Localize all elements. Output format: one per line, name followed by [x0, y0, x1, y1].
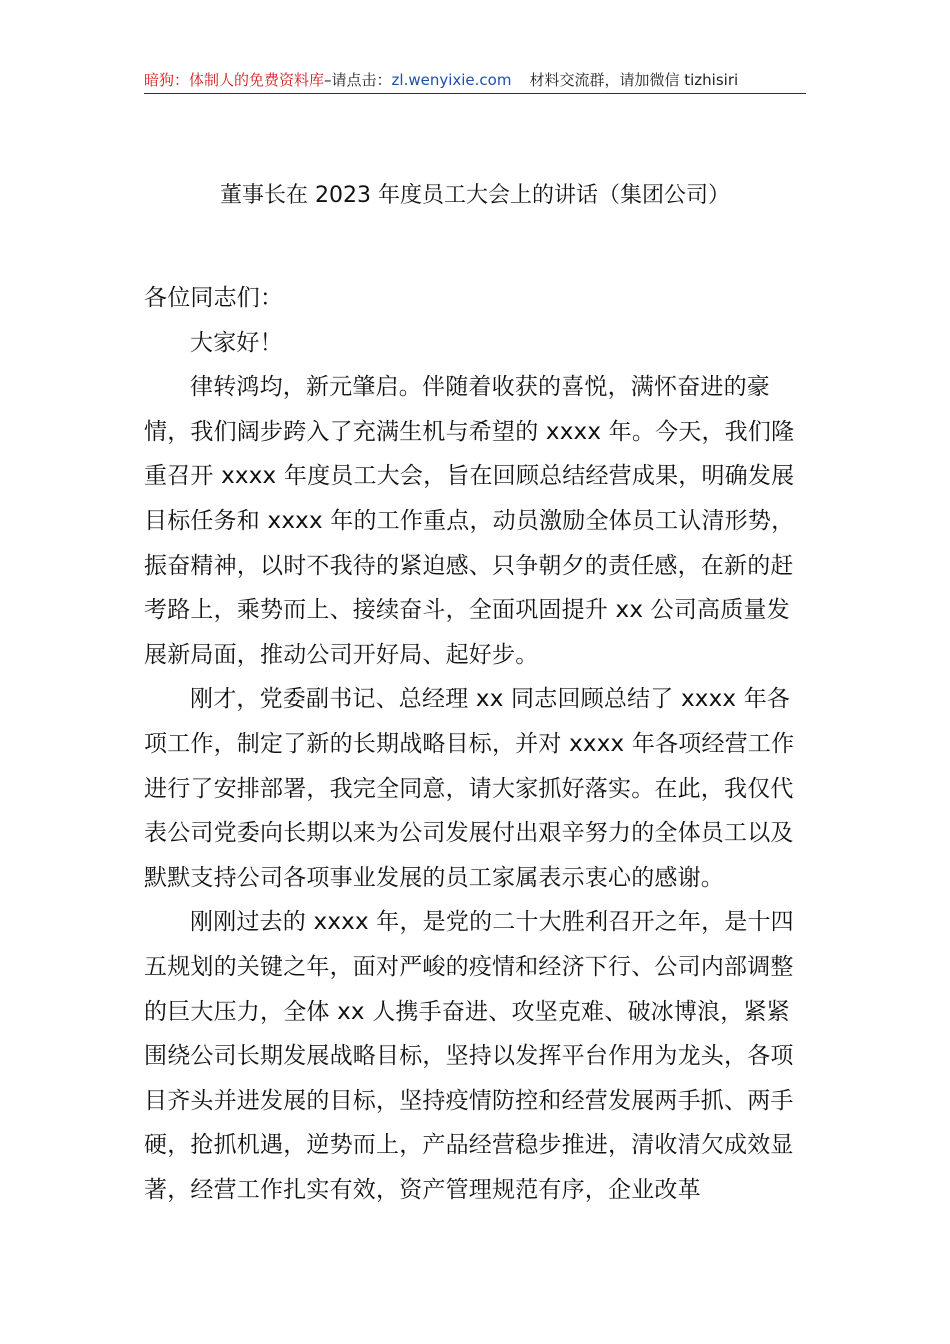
document-title: 董事长在 2023 年度员工大会上的讲话（集团公司）	[220, 183, 730, 208]
header-divider	[144, 93, 806, 94]
page-header	[144, 70, 806, 90]
header-brand: 暗狗：体制人的免费资料库	[144, 71, 325, 89]
greeting: 大家好！	[190, 329, 283, 356]
salutation: 各位同志们：	[144, 285, 284, 311]
document-body	[144, 276, 812, 1212]
header-prompt: –请点击：	[324, 71, 392, 89]
paragraph: 刚才，党委副书记、总经理 xx 同志回顾总结了 xxxx 年各项工作，制定了新的长期战略目标，并对 xxxx 年各项经营工作进行了安排部署，我完全同意，请大家抓好落实。在此，我仅代表公司党委向长期以来为公司发展付出艰辛努力的全体员工以及默默支持公司各项事业发展的员工家属表示衷心的感谢。	[144, 686, 795, 891]
header-url-link[interactable]: zl.wenyixie.com	[391, 71, 512, 89]
paragraph: 刚刚过去的 xxxx 年，是党的二十大胜利召开之年，是十四五规划的关键之年，面对严峻的疫情和经济下行、公司内部调整的巨大压力，全体 xx 人携手奋进、攻坚克难、破冰博浪，紧紧围绕公司长期发展战略目标，坚持以发挥平台作用为龙头，各项目齐头并进发展的目标，坚持疫情防控和经营发展两手抓、两手硬，抢抓机遇，逆势而上，产品经营稳步推进，清收清欠成效显著，经营工作扎实有效，资产管理规范有序，企业改革	[144, 909, 794, 1203]
header-contact: 材料交流群，请加微信 tizhisiri	[529, 71, 739, 89]
paragraph: 律转鸿均，新元肇启。伴随着收获的喜悦，满怀奋进的豪情，我们阔步跨入了充满生机与希望的 xxxx 年。今天，我们隆重召开 xxxx 年度员工大会，旨在回顾总结经营成果，明确发展目标任务和 xxxx 年的工作重点，动员激励全体员工认清形势，振奋精神，以时不我待的紧迫感、只争朝夕的责任感，在新的赶考路上，乘势而上、接续奋斗，全面巩固提升 xx 公司高质量发展新局面，推动公司开好局、起好步。	[144, 374, 795, 668]
